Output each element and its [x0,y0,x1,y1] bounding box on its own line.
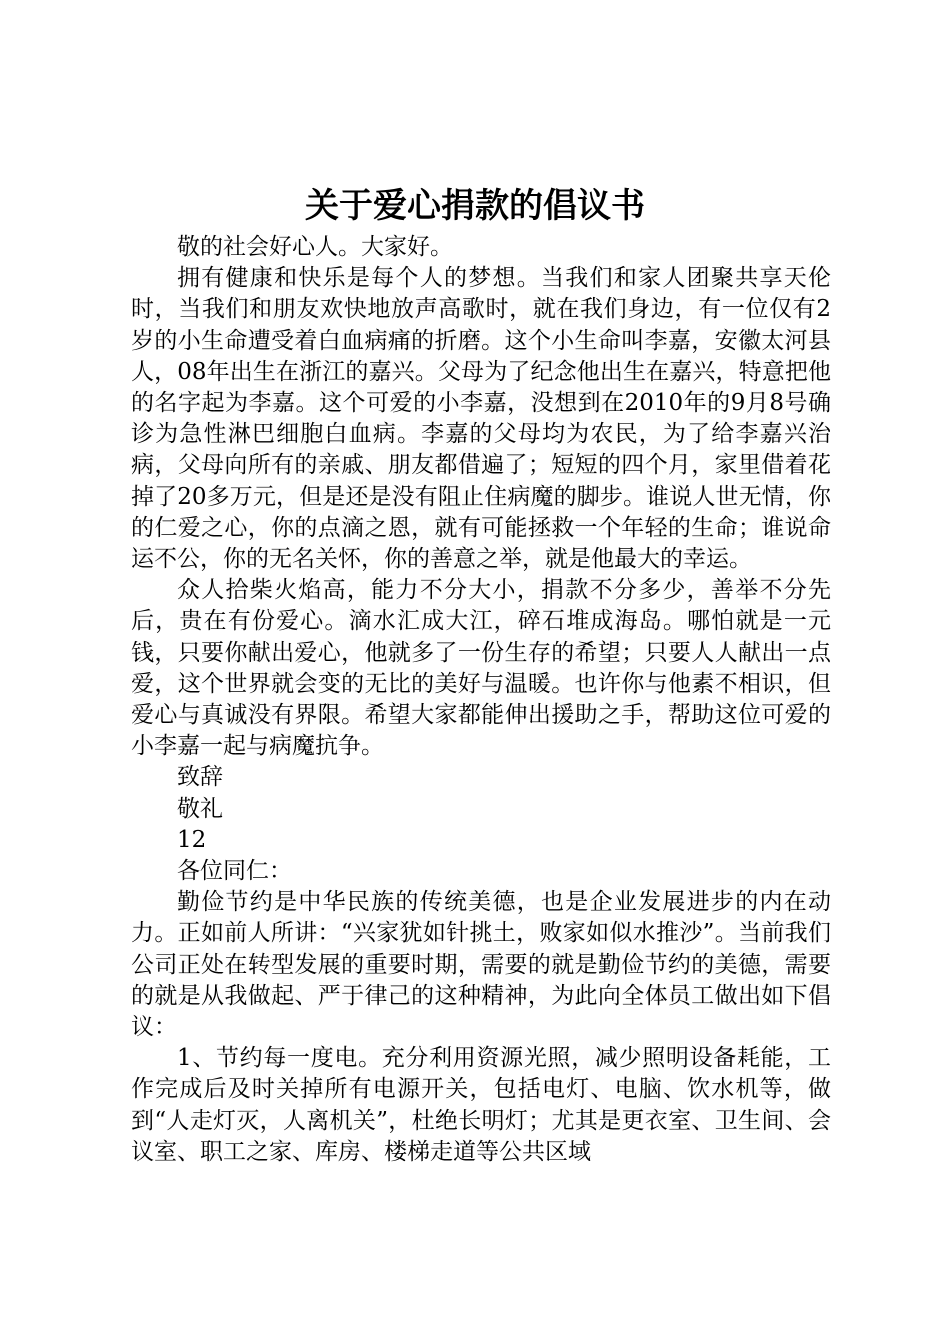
second-greeting: 各位同仁： [177,858,292,885]
closing-line: 致辞 [177,764,223,791]
document-body [131,232,831,1168]
body-paragraph: 拥有健康和快乐是每个人的梦想。当我们和家人团聚共享天伦时，当我们和朋友欢快地放声高歌时，就在我们身边，有一位仅有2岁的小生命遭受着白血病痛的折磨。这个小生命叫李嘉，安徽太河县人，08年出生在浙江的嘉兴。父母为了纪念他出生在嘉兴，特意把他的名字起为李嘉。这个可爱的小李嘉，没想到在2010年的9月8号确诊为急性淋巴细胞白血病。李嘉的父母均为农民，为了给李嘉兴治病，父母向所有的亲戚、朋友都借遍了；短短的四个月，家里借着花掉了20多万元，但是还是没有阻止住病魔的脚步。谁说人世无情，你的仁爱之心，你的点滴之恩，就有可能拯救一个年轻的生命；谁说命运不公，你的无名关怀，你的善意之举，就是他最大的幸运。 [131,265,831,573]
document-title: 关于爱心捐款的倡议书 [305,186,645,226]
body-paragraph: 众人拾柴火焰高，能力不分大小，捐款不分多少，善举不分先后，贵在有份爱心。滴水汇成大江，碎石堆成海岛。哪怕就是一元钱，只要你献出爱心，他就多了一份生存的希望；只要人人献出一点爱，这个世界就会变的无比的美好与温暖。也许你与他素不相识，但爱心与真诚没有界限。希望大家都能伸出援助之手，帮助这位可爱的小李嘉一起与病魔抗争。 [131,577,831,760]
page-number: 12 [177,826,207,853]
greeting: 敬的社会好心人。大家好。 [177,234,453,260]
closing-line: 敬礼 [177,795,223,822]
body-paragraph: 勤俭节约是中华民族的传统美德，也是企业发展进步的内在动力。正如前人所讲：“兴家犹如针挑土，败家如似水推沙”。当前我们公司正处在转型发展的重要时期，需要的就是勤俭节约的美德，需要的就是从我做起、严于律己的这种精神，为此向全体员工做出如下倡议： [131,889,831,1041]
body-paragraph: 1、节约每一度电。充分利用资源光照，减少照明设备耗能，工作完成后及时关掉所有电源开关，包括电灯、电脑、饮水机等，做到“人走灯灭，人离机关”，杜绝长明灯；尤其是更衣室、卫生间、会议室、职工之家、库房、楼梯走道等公共区域 [131,1045,831,1165]
